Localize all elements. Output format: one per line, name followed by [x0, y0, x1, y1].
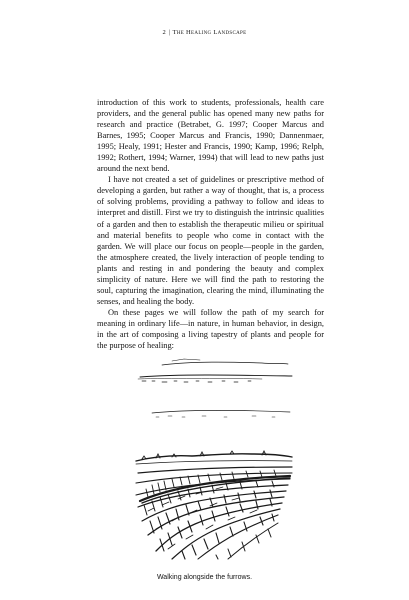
furrows-sketch-illustration	[112, 355, 302, 560]
header-separator: |	[169, 29, 171, 36]
figure-caption: Walking alongside the furrows.	[156, 574, 253, 581]
paragraph-continued: introduction of this work to students, professionals, health care providers, and the general public has opened many new paths for research and practice (Betrabet, G. 1997; Cooper Marcus and Barnes, 1995; Cooper Marcus and Francis, 1990; Dannenmaer, 1995; Healy, 1991; Hester and Francis, 1990; Kamp, 1996; Relph, 1992; Rothert, 1994; Warner, 1994) that will lead to new paths just around the next bend.	[97, 98, 324, 174]
body-text	[97, 97, 324, 351]
running-header	[0, 29, 409, 36]
running-title: The Healing Landscape	[172, 29, 247, 36]
page-number: 2	[162, 29, 167, 36]
paragraph: On these pages we will follow the path of my search for meaning in ordinary life—in nature, in human behavior, in design, in the art of composing a living tapestry of plants and people for the purpose of healing:	[97, 307, 324, 351]
paragraph: I have not created a set of guidelines or prescriptive method of developing a garden, but rather a way of thought, that is, a process of solving problems, providing a pathway to follow and ideas to interpret and distill. First we try to distinguish the intrinsic qualities of a garden and then to establish the therapeutic milieu or spiritual and material benefits to people who come in contact with the garden. We will place our focus on people—people in the garden, the atmosphere created, the lively interaction of people tending to plants and resting in and pondering the beauty and complex simplicity of nature. Here we will find the path to restoring the soul, capturing the imagination, clearing the mind, illuminating the senses, and healing the body.	[97, 175, 324, 306]
